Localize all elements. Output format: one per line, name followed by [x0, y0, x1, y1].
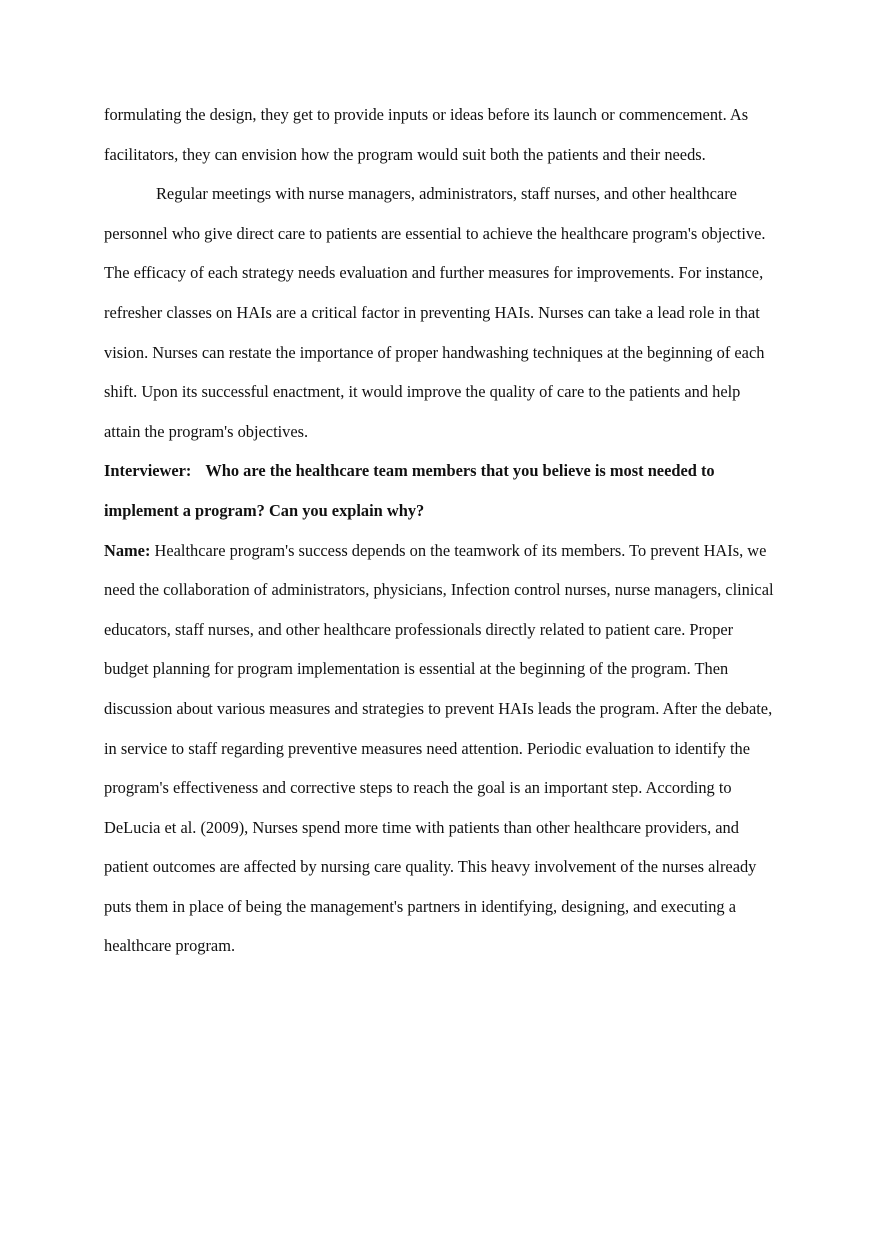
document-body	[104, 95, 780, 966]
respondent-label: Name:	[104, 540, 151, 560]
interview-question	[104, 451, 780, 530]
interviewer-label: Interviewer:	[104, 461, 192, 481]
question-text: Who are the healthcare team members that you believe is most needed to implement a program? Can you explain why?	[104, 461, 715, 520]
answer-text: Healthcare program's success depends on the teamwork of its members. To prevent HAIs, we need the collaboration of administrators, physicians, Infection control nurses, nurse managers, clinical educators, staff nurses, and other healthcare professionals directly related to patient care. Proper budget planning for program implementation is essential at the beginning of the program. Then discussion about various measures and strategies to prevent HAIs leads the program. After the debate, in service to staff regarding preventive measures need attention. Periodic evaluation to identify the program's effectiveness and corrective steps to reach the goal is an important step. According to DeLucia et al. (2009), Nurses spend more time with patients than other healthcare providers, and patient outcomes are affected by nursing care quality. This heavy involvement of the nurses already puts them in place of being the management's partners in identifying, designing, and executing a healthcare program.	[104, 540, 774, 956]
paragraph-continuation: formulating the design, they get to provide inputs or ideas before its launch or commencement. As facilitators, they can envision how the program would suit both the patients and their needs.	[104, 105, 749, 164]
interview-answer	[104, 531, 780, 967]
paragraph-regular-meetings: Regular meetings with nurse managers, administrators, staff nurses, and other healthcare personnel who give direct care to patients are essential to achieve the healthcare program's objective. The efficacy of each strategy needs evaluation and further measures for improvements. For instance, refresher classes on HAIs are a critical factor in preventing HAIs. Nurses can take a lead role in that vision. Nurses can restate the importance of proper handwashing techniques at the beginning of each shift. Upon its successful enactment, it would improve the quality of care to the patients and help attain the program's objectives.	[104, 184, 766, 441]
